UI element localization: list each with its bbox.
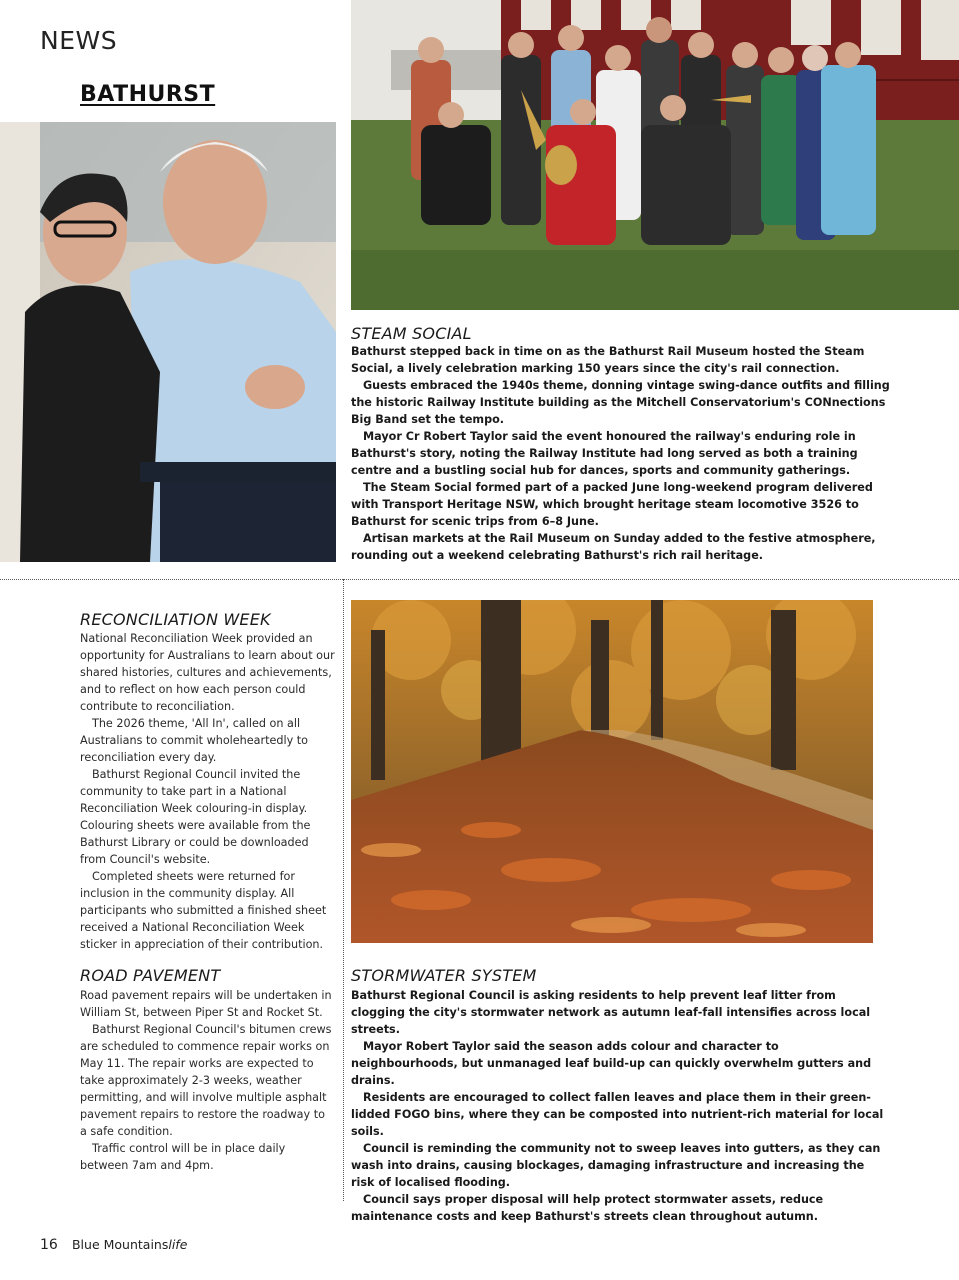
road-pavement-paragraph: Traffic control will be in place daily between 7am and 4pm. [80,1142,286,1172]
mayor-dance-photo [0,122,336,562]
stormwater-body [351,987,886,1225]
stormwater-paragraph: Council says proper disposal will help protect stormwater assets, reduce maintenance costs and keep Bathurst's streets clean throughout autumn. [351,1193,824,1223]
magazine-name [72,1237,187,1252]
page-number: 16 [40,1237,58,1253]
steam-social-paragraph: Guests embraced the 1940s theme, donning vintage swing-dance outfits and filling the historic Railway Institute building as the Mitchell Conservatorium's CONnections Big Band set the tempo. [351,379,890,426]
stormwater-paragraph: Council is reminding the community not to sweep leaves into gutters, as they can wash into drains, causing blockages, damaging infrastructure and increasing the risk of localised flooding. [351,1142,881,1189]
stormwater-paragraph: Residents are encouraged to collect fallen leaves and place them in their green-lidded FOGO bins, where they can be composted into nutrient-rich material for local soils. [351,1091,884,1138]
magazine-name-suffix: life [168,1237,188,1252]
column-divider-vertical [343,579,344,1201]
road-pavement-headline: ROAD PAVEMENT [80,966,221,985]
stormwater-paragraph: Mayor Robert Taylor said the season adds colour and character to neighbourhoods, but unmanaged leaf build-up can quickly overwhelm gutters and drains. [351,1040,872,1087]
autumn-leaves-photo [351,600,873,943]
steam-social-paragraph: Bathurst stepped back in time on as the Bathurst Rail Museum hosted the Steam Social, a lively celebration marking 150 years since the city's rail connection. [351,345,865,375]
magazine-name-main: Blue Mountains [71,1237,169,1252]
steam-social-paragraph: The Steam Social formed part of a packed June long-weekend program delivered with Transport Heritage NSW, which brought heritage steam locomotive 3526 to Bathurst for scenic trips from 6–8 June. [351,481,873,528]
reconciliation-paragraph: National Reconciliation Week provided an opportunity for Australians to learn about our shared histories, cultures and achievements, and to reflect on how each person could contribute to reconciliation. [80,632,335,713]
stormwater-paragraph: Bathurst Regional Council is asking residents to help prevent leaf litter from clogging the city's stormwater network as autumn leaf-fall intensifies across local streets. [351,989,871,1036]
reconciliation-week-headline: RECONCILIATION WEEK [80,610,271,629]
steam-social-body [351,343,891,564]
reconciliation-paragraph: Completed sheets were returned for inclusion in the community display. All participants who submitted a finished sheet received a National Reconciliation Week sticker in appreciation of their contribution. [80,870,327,951]
section-divider-horizontal [0,579,959,580]
road-pavement-paragraph: Road pavement repairs will be undertaken in William St, between Piper St and Rocket St. [80,989,332,1019]
steam-social-paragraph: Artisan markets at the Rail Museum on Sunday added to the festive atmosphere, rounding out a weekend celebrating Bathurst's rich rail heritage. [351,532,876,562]
stormwater-headline: STORMWATER SYSTEM [351,966,537,985]
steam-social-paragraph: Mayor Cr Robert Taylor said the event honoured the railway's enduring role in Bathurst's story, noting the Railway Institute had long served as both a training centre and a bustling social hub for dances, sports and community gatherings. [351,430,858,477]
road-pavement-body [80,987,335,1174]
road-pavement-paragraph: Bathurst Regional Council's bitumen crews are scheduled to commence repair works on May 11. The repair works are expected to take approximately 2-3 weeks, weather permitting, and will involve multiple asphalt pavement repairs to restore the roadway to a safe condition. [80,1023,332,1138]
location-heading: BATHURST [80,82,216,107]
section-label: NEWS [40,26,118,55]
big-band-photo [351,0,959,310]
reconciliation-week-body [80,630,335,953]
steam-social-headline: STEAM SOCIAL [351,324,472,343]
reconciliation-paragraph: Bathurst Regional Council invited the community to take part in a National Reconciliation Week colouring-in display. Colouring sheets were available from the Bathurst Library or could be downloaded from Council's website. [80,768,311,866]
reconciliation-paragraph: The 2026 theme, 'All In', called on all Australians to commit wholeheartedly to reconciliation every day. [80,717,308,764]
page-footer [40,1237,187,1253]
